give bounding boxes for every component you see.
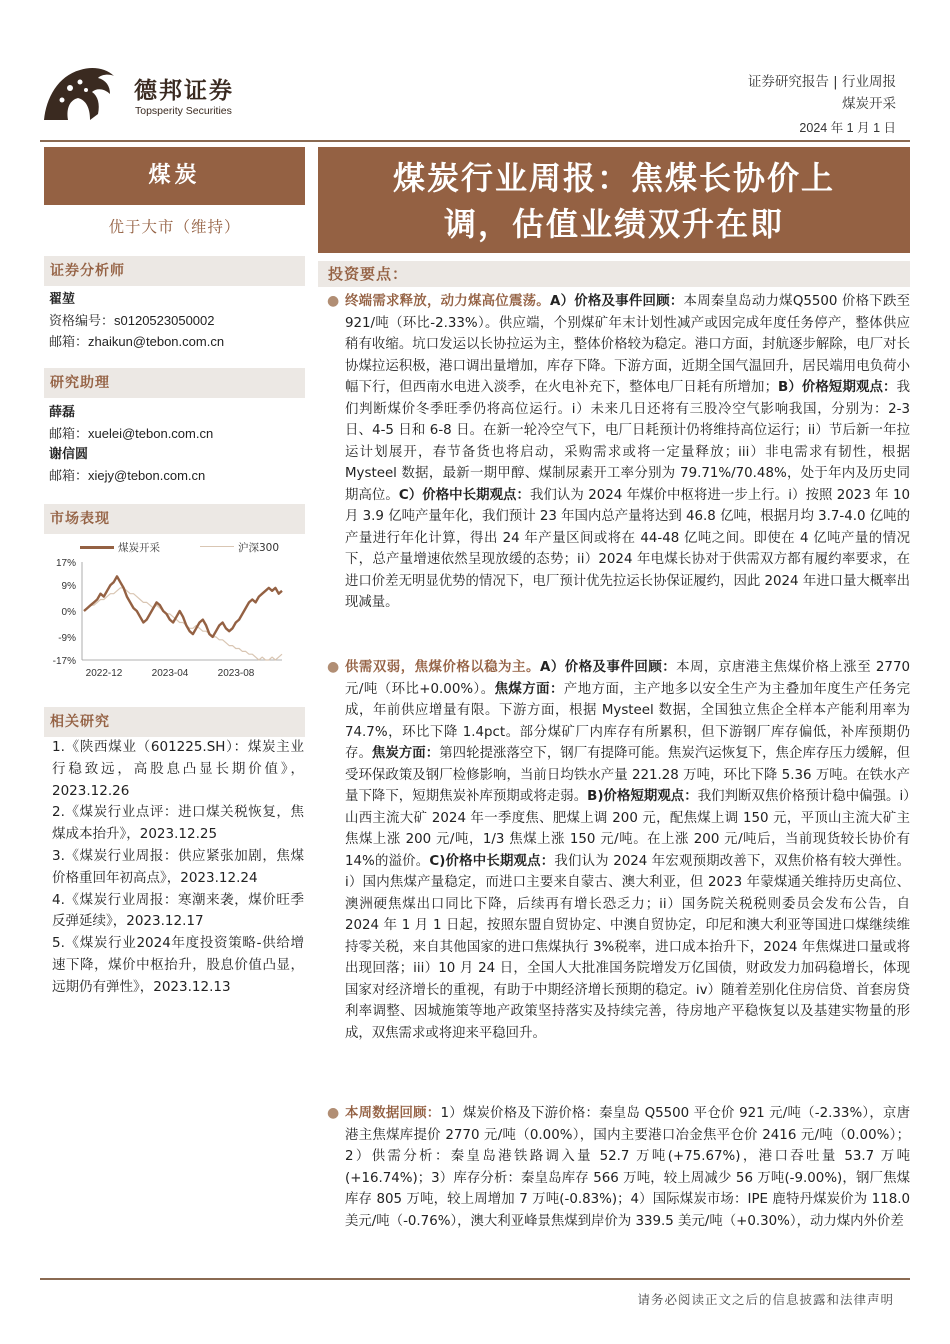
- related-item[interactable]: 1.《陕西煤业（601225.SH）：煤炭主业行稳致远，高股息凸显长期价值》，2023.12.26: [52, 739, 304, 799]
- assistant-email-2: 邮箱：xiejy@tebon.com.cn: [49, 468, 206, 483]
- legend-swatch-index: [200, 546, 234, 547]
- point-text: 我们判断煤价冬季旺季仍将高位运行。i）未来几日还将有三股冷空气影响我国，分别为：2-3 日、4-5 日和 6-8 日。在新一轮冷空气下，电厂日耗预计仍将维持高位运行；ii）节后新一年拉运计划展开，春节备货也将启动，采购需求或将一定量释放；iii）非电需求有韧性，根据 Mysteel 数据，最新一期甲醇、煤制尿素开工率分别为 79.71%/70.48%，处于年内及历史同期高位。: [345, 380, 910, 503]
- related-item[interactable]: 2.《煤炭行业点评：进口煤关税恢复，焦煤成本抬升》，2023.12.25: [52, 804, 304, 843]
- sub-heading: B)价格短期观点：: [587, 789, 698, 804]
- bullet-icon: ●: [327, 293, 340, 309]
- analyst-name: 翟堃: [49, 292, 76, 307]
- point-text: 本周秦皇岛动力煤Q5500 价格下跌至 921/吨（环比-2.33%）。供应端，个别煤矿年末计划性减产或因完成年度任务停产，整体供应稍有收缩。坑口发运以长协拉运为主，整体价格较为稳定。港口方面，封航逐步解除，电厂对长协煤拉运积极，港口调出量增加，库存下降。下游方面，近期全国气温回升，居民端用电负荷小幅下行，但西南水电进入淡季，在火电补充下，整体电厂日耗有所增加；: [345, 294, 911, 395]
- x-tick-label: 2023-04: [151, 668, 189, 679]
- disclaimer-text: 请务必阅读正文之后的信息披露和法律声明: [637, 1292, 894, 1307]
- point-headline: 本周数据回顾：: [345, 1106, 441, 1121]
- header-divider: [40, 140, 910, 142]
- leopard-logo-icon: [40, 60, 124, 132]
- logo-english-text: Topsperity Securities: [135, 105, 232, 117]
- analyst-cert: 资格编号：s0120523050002: [49, 313, 215, 328]
- point-text: 本周，京唐港主焦煤价格上涨至 2770 元/吨（环比+0.00%）。: [345, 660, 910, 697]
- point-thermal-coal: [318, 291, 910, 614]
- y-tick-label: -9%: [58, 632, 76, 644]
- legend-label-index: 沪深300: [238, 542, 280, 554]
- sub-heading: 焦煤方面：: [494, 681, 564, 697]
- sub-heading: 焦炭方面：: [371, 746, 440, 761]
- logo-text: 德邦证券: [134, 78, 234, 104]
- rating-text: 优于大市（维持）: [108, 218, 241, 236]
- title-line-2: 调，估值业绩双升在即: [443, 205, 784, 243]
- sub-heading: A）价格及事件回顾：: [539, 660, 677, 675]
- related-research-list: [52, 737, 304, 999]
- legend-label-coal: 煤炭开采: [118, 542, 160, 554]
- market-heading: 市场表现: [44, 504, 305, 534]
- point-text: 我们认为 2024 年宏观预期改善下，双焦价格有较大弹性。i）国内焦煤产量稳定，而进口主要来自蒙古、澳大利亚，但 2023 年蒙煤通关维持历史高位、澳洲硬焦煤出口同比下降，后续再有增长恐乏力；ii）国务院关税税则委员会发布公告，自 2024 年 1 月 1 日起，按照东盟自贸协定、中澳自贸协定，印尼和澳大利亚等国进口煤继续维持零关税，来自其他国家的进口焦煤执行 3%税率，进口成本抬升下，2024 年焦煤进口量或将出现回落；iii）10 月 24 日，全国人大批准国务院增发万亿国债，财政发力加码稳增长，体现国家对经济增长的重视，有助于中期经济增长预期的稳定。iv）随着差别化住房信贷、首套房贷利率调整、因城施策等地产政策坚持落实及持续完善，待房地产平稳恢复以及基建实物量的形成，双焦需求或将迎来平稳回升。: [345, 853, 911, 1041]
- point-coking-coal: [318, 657, 910, 1044]
- assistant-heading: 研究助理: [44, 368, 305, 398]
- sub-heading: C)价格中长期观点：: [429, 853, 555, 869]
- sub-heading: B）价格短期观点：: [777, 380, 897, 395]
- point-headline: 供需双弱，焦煤价格以稳为主。: [345, 660, 540, 675]
- related-heading: 相关研究: [44, 707, 305, 737]
- point-text: 第四轮提涨落空下，钢厂有提降可能。焦炭汽运恢复下，焦企库存压力缓解，但受环保政策及钢厂检修影响，当前日均铁水产量 221.28 万吨，环比下降 5.36 万吨。在铁水产量下降下，短期焦炭补库预期或将走弱。: [345, 746, 911, 804]
- bullet-icon: ●: [327, 1105, 340, 1121]
- y-tick-label: 17%: [55, 558, 76, 569]
- title-line-1: 煤炭行业周报：焦煤长协价上: [392, 159, 835, 197]
- report-type: 证券研究报告 | 行业周报: [747, 74, 896, 90]
- point-text: 1）煤炭价格及下游价格：秦皇岛 Q5500 平仓价 921 元/吨（-2.33%），京唐港主焦煤库提价 2770 元/吨（0.00%），国内主要港口冶金焦平仓价 2416 元/吨（0.00%）；2）供需分析：秦皇岛港铁路调入量 52.7 万吨(+75.67%)，港口吞吐量 53.7 万吨(+16.74%)；3）库存分析：秦皇岛库存 566 万吨，较上周减少 56 万吨(-9.00%)，钢厂焦煤库存 805 万吨，较上周增加 7 万吨(-0.83%)；4）国际煤炭市场：IPE 鹿特丹煤炭价为 118.0 美元/吨（-0.76%），澳大利亚峰景焦煤到岸价为 339.5 美元/吨（+0.30%），动力煤内外价差: [345, 1106, 910, 1229]
- footer-divider: [40, 1278, 910, 1280]
- bullet-icon: ●: [327, 659, 340, 675]
- related-item[interactable]: 3.《煤炭行业周报：供应紧张加剧，焦煤价格重回年初高点》，2023.12.24: [52, 847, 304, 886]
- report-date: 2024 年 1 月 1 日: [799, 121, 896, 135]
- x-tick-label: 2022-12: [85, 668, 123, 679]
- assistant-name-1: 薛磊: [49, 405, 76, 420]
- related-item[interactable]: 4.《煤炭行业周报：寒潮来袭，煤价旺季反弹延续》，2023.12.17: [52, 891, 304, 930]
- assistant-name-2: 谢信圆: [49, 447, 89, 462]
- legend-swatch-coal: [80, 546, 114, 549]
- related-item[interactable]: 5.《煤炭行业2024年度投资策略-供给增速下降，煤价中枢抬升，股息价值凸显，远期仍有弹性》，2023.12.13: [52, 935, 304, 995]
- sub-heading: A）价格及事件回顾：: [549, 294, 684, 309]
- y-tick-label: 9%: [61, 581, 76, 593]
- market-performance-chart: [42, 552, 304, 682]
- sub-heading: C）价格中长期观点：: [398, 487, 530, 503]
- analyst-info: [49, 289, 224, 352]
- sector-banner: 煤炭: [44, 147, 305, 205]
- invest-heading: 投资要点：: [318, 261, 910, 287]
- point-text: 我们认为 2024 年煤价中枢将进一步上行。i）按照 2023 年 10 月 3.9 亿吨产量年化，我们预计 23 年国内总产量将达到 46.8 亿吨，根据月均 3.7-4.0 亿吨的产量进行年化计算，得出 24 年产量区间或将在 44-48 亿吨之间。即使在 4 亿吨产量的情况下，总产量增速依然呈现放缓的态势；ii）2024 年电煤长协对于供需双方都有履约率要求，在进口价差无明显优势的情况下，电厂预计优先拉运长协保证履约，因此 2024 年进口量大概率出现减量。: [345, 487, 911, 610]
- y-tick-label: -17%: [52, 656, 76, 667]
- company-logo: [40, 60, 270, 132]
- assistant-email-1: 邮箱：xuelei@tebon.com.cn: [49, 426, 214, 441]
- point-text: 产地方面，主产地多以安全生产为主叠加年度生产任务完成，年前供应增量有限。下游方面，根据 Mysteel 数据，全国独立焦企全样本产能利用率为 74.7%，环比下降 1.4pct。部分煤矿厂内库存有所累积，但下游钢厂库存偏低，补库预期仍存。: [345, 681, 911, 761]
- point-text: 我们判断双焦价格预计稳中偏强。i）山西主流大矿 2024 年一季度焦、肥煤上调 200 元，配焦煤上调 150 元，平顶山主流大矿主焦煤上涨 200 元/吨，1/3 焦煤上涨 150 元/吨。在上涨 200 元/吨后，当前现货较长协价有 14%的溢价。: [345, 789, 910, 869]
- point-weekly-data: [318, 1103, 910, 1232]
- x-tick-label: 2023-08: [217, 668, 255, 679]
- report-title: [318, 147, 910, 253]
- analyst-heading: 证券分析师: [44, 256, 305, 286]
- point-headline: 终端需求释放，动力煤高位震荡。: [345, 294, 550, 309]
- y-tick-label: 0%: [61, 607, 76, 618]
- assistant-info: [49, 402, 213, 486]
- sector-label: 煤炭开采: [842, 96, 896, 112]
- analyst-email: 邮箱：zhaikun@tebon.com.cn: [49, 334, 225, 349]
- series-line-0: [84, 576, 282, 637]
